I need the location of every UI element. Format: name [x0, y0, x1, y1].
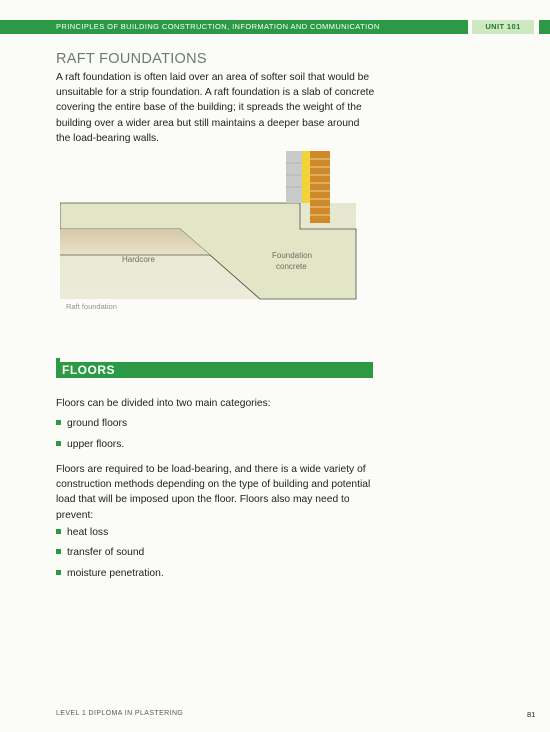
bullet-square-icon [56, 420, 61, 425]
floors-intro: Floors can be divided into two main categories: [56, 398, 271, 409]
running-header: PRINCIPLES OF BUILDING CONSTRUCTION, INFORMATION AND COMMUNICATION [0, 20, 468, 34]
header-accent-strip [539, 20, 550, 34]
raft-foundation-diagram [60, 145, 360, 303]
concrete-label-line-2: concrete [276, 262, 307, 271]
bullet-square-icon [56, 529, 61, 534]
list-item-text: ground floors [67, 418, 128, 429]
raft-paragraph: A raft foundation is often laid over an area of softer soil that would be unsuitable for a strip foundation. A raft foundation is a slab of concrete covering the entire base of the building; it spreads the weight of the building over a wider area but still maintains a deeper base around the load-bearing walls. [56, 72, 375, 144]
list-item [56, 546, 144, 559]
wall-inner-leaf [286, 151, 302, 203]
hardcore-label: Hardcore [122, 255, 155, 264]
floors-heading: FLOORS [62, 363, 115, 377]
floors-heading-bar [56, 362, 373, 378]
floors-paragraph: Floors are required to be load-bearing, and there is a wide variety of construction methods depending on the type of building and potential load that will be imposed upon the floor. Floors also may need to prevent: [56, 464, 371, 521]
wall-cavity-insulation [302, 151, 310, 203]
diagram-caption: Raft foundation [66, 302, 117, 311]
list-item-text: upper floors. [67, 439, 125, 450]
list-item [56, 526, 108, 539]
bullet-square-icon [56, 441, 61, 446]
unit-label: UNIT 101 [472, 20, 534, 34]
list-item [56, 567, 164, 580]
raft-section-title: RAFT FOUNDATIONS [56, 51, 207, 67]
bullet-square-icon [56, 570, 61, 575]
page-number: 81 [527, 710, 536, 719]
wall-brick-outer-leaf [310, 151, 330, 223]
list-item-text: moisture penetration. [67, 568, 164, 579]
footer-course-title: LEVEL 1 DIPLOMA IN PLASTERING [56, 710, 184, 717]
concrete-label-line-1: Foundation [272, 251, 313, 260]
list-item [56, 438, 124, 451]
list-item [56, 417, 127, 430]
list-item-text: transfer of sound [67, 547, 145, 558]
heading-bar-notch [56, 358, 60, 362]
bullet-square-icon [56, 549, 61, 554]
list-item-text: heat loss [67, 527, 109, 538]
